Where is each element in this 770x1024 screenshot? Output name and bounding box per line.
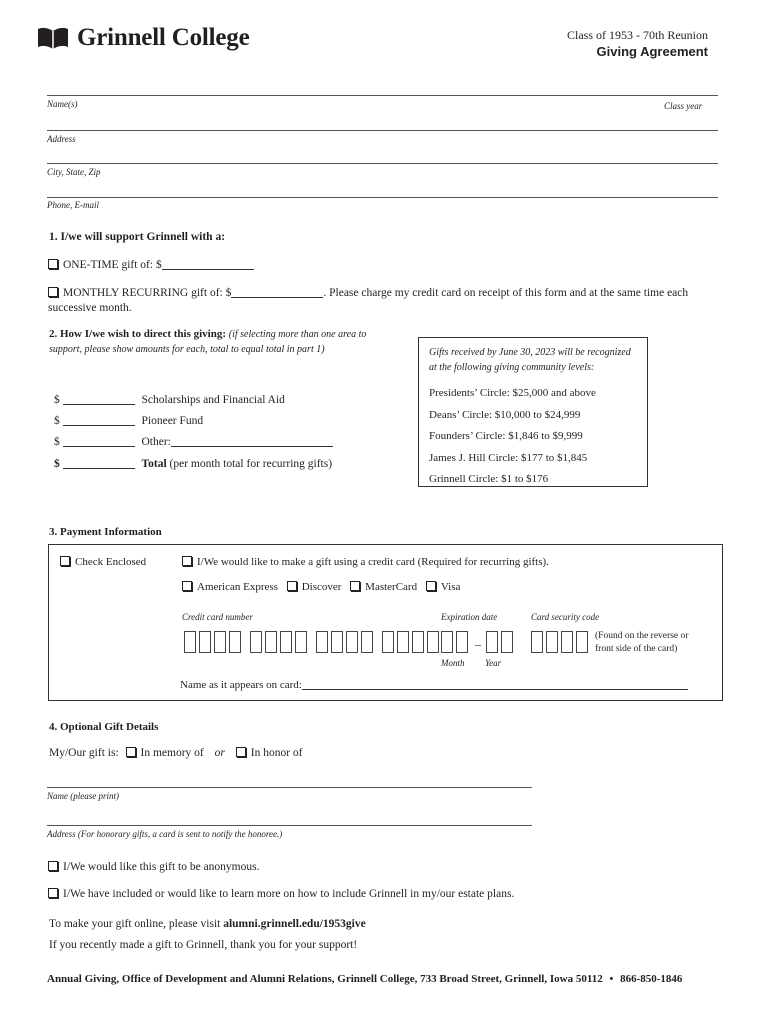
exp-date-label: Expiration date xyxy=(441,612,498,622)
year-label: Year xyxy=(485,658,502,668)
gift-is-label: My/Our gift is: xyxy=(49,747,119,759)
exp-separator: – xyxy=(475,637,481,651)
pioneer-label: Pioneer Fund xyxy=(141,415,204,427)
address-label: Address xyxy=(47,134,76,144)
gift-type-row xyxy=(49,747,302,759)
anonymous-checkbox[interactable] xyxy=(48,861,58,871)
anonymous-option[interactable] xyxy=(48,861,259,873)
section1-heading: 1. I/we will support Grinnell with a: xyxy=(49,231,226,243)
card-types xyxy=(182,581,460,593)
name-on-card-field[interactable] xyxy=(302,679,688,690)
circles-intro: Gifts received by June 30, 2023 will be recognized at the following giving community levels: xyxy=(429,347,631,373)
section4-heading: 4. Optional Gift Details xyxy=(49,721,159,733)
credit-card-label: I/We would like to make a gift using a credit card (Required for recurring gifts). xyxy=(197,556,549,568)
total-note: (per month total for recurring gifts) xyxy=(169,458,333,470)
honor-option[interactable]: In honor of xyxy=(236,747,303,759)
honoree-name-line[interactable] xyxy=(47,787,532,788)
page-title: Giving Agreement xyxy=(596,44,708,59)
estate-checkbox[interactable] xyxy=(48,888,58,898)
one-time-checkbox[interactable] xyxy=(48,259,58,269)
monthly-label: MONTHLY RECURRING gift of: $ xyxy=(63,287,232,299)
check-enclosed-option[interactable] xyxy=(60,556,146,568)
section2-heading: 2. How I/we wish to direct this giving: (if selecting more than one area to support, please show amounts for each, total to equal total in part 1) xyxy=(49,328,367,355)
month-label: Month xyxy=(441,658,465,668)
pioneer-amount[interactable] xyxy=(63,415,135,426)
estate-option[interactable] xyxy=(48,888,514,900)
footer-address: Annual Giving, Office of Development and Alumni Relations, Grinnell College, 733 Broad Street, Grinnell, Iowa 50112 xyxy=(47,973,603,985)
security-code-input[interactable] xyxy=(531,631,591,653)
cc-number-input[interactable] xyxy=(184,631,442,653)
grinnell-logo xyxy=(37,24,249,52)
visa-checkbox[interactable] xyxy=(426,581,436,591)
credit-card-option[interactable] xyxy=(182,556,549,568)
anonymous-label: I/We would like this gift to be anonymous. xyxy=(63,861,260,873)
mastercard-checkbox[interactable] xyxy=(350,581,360,591)
allocation-total[interactable]: $ Total (per month total for recurring gifts) xyxy=(54,458,333,470)
address-line[interactable] xyxy=(47,130,718,131)
circle-level: Founders’ Circle: $1,846 to $9,999 xyxy=(429,430,583,442)
footer xyxy=(47,973,682,985)
thank-you-text: If you recently made a gift to Grinnell, thank you for your support! xyxy=(49,939,358,951)
logo-text: Grinnell College xyxy=(77,24,250,51)
or-text: or xyxy=(214,747,225,759)
security-note: (Found on the reverse or front side of the card) xyxy=(595,631,689,654)
monthly-amount[interactable] xyxy=(231,287,323,298)
allocation-row[interactable]: $ Other: xyxy=(54,436,333,448)
city-line[interactable] xyxy=(47,163,718,164)
allocation-row[interactable]: $ Scholarships and Financial Aid xyxy=(54,394,285,406)
check-enclosed-checkbox[interactable] xyxy=(60,556,70,566)
circle-level: Grinnell Circle: $1 to $176 xyxy=(429,473,549,485)
section3-heading: 3. Payment Information xyxy=(49,526,162,538)
name-on-card-label: Name as it appears on card: xyxy=(180,679,302,691)
one-time-amount[interactable] xyxy=(162,259,254,270)
cc-number-label: Credit card number xyxy=(182,612,253,622)
online-gift-link[interactable]: alumni.grinnell.edu/1953give xyxy=(223,918,366,930)
discover-option[interactable]: Discover xyxy=(287,581,342,593)
other-label: Other: xyxy=(141,436,171,448)
book-icon xyxy=(37,26,69,50)
monthly-text-2: successive month. xyxy=(48,302,132,314)
security-code-label: Card security code xyxy=(531,612,600,622)
names-line[interactable] xyxy=(47,95,718,96)
one-time-label: ONE-TIME gift of: $ xyxy=(63,259,162,271)
circle-level: Deans’ Circle: $10,000 to $24,999 xyxy=(429,408,581,421)
memory-checkbox[interactable] xyxy=(126,747,136,757)
monthly-checkbox[interactable] xyxy=(48,287,58,297)
memory-option[interactable]: In memory of xyxy=(126,747,204,759)
amex-checkbox[interactable] xyxy=(182,581,192,591)
allocation-row[interactable]: $ Pioneer Fund xyxy=(54,415,204,427)
honoree-address-line[interactable] xyxy=(47,825,532,826)
visa-option[interactable]: Visa xyxy=(426,581,461,593)
online-gift-text: To make your gift online, please visit alumni.grinnell.edu/1953give xyxy=(49,918,366,930)
estate-label: I/We have included or would like to learn more on how to include Grinnell in my/our estate plans. xyxy=(63,888,515,900)
circle-levels xyxy=(429,383,596,491)
honoree-name-label: Name (please print) xyxy=(47,791,119,801)
names-label: Name(s) xyxy=(47,99,78,109)
giving-circles-box xyxy=(418,337,648,487)
footer-phone: 866-850-1846 xyxy=(620,973,683,985)
one-time-option[interactable] xyxy=(48,259,254,271)
class-year-label: Class year xyxy=(664,101,703,111)
total-amount[interactable] xyxy=(63,458,135,469)
total-label: Total xyxy=(141,458,167,470)
payment-box xyxy=(48,544,723,701)
scholarship-amount[interactable] xyxy=(63,394,135,405)
scholarship-label: Scholarships and Financial Aid xyxy=(141,394,285,406)
monthly-option[interactable] xyxy=(48,287,728,299)
check-enclosed-label: Check Enclosed xyxy=(75,556,147,568)
discover-checkbox[interactable] xyxy=(287,581,297,591)
phone-line[interactable] xyxy=(47,197,718,198)
other-amount[interactable] xyxy=(63,436,135,447)
other-field[interactable] xyxy=(171,436,333,447)
exp-year-input[interactable] xyxy=(486,631,516,653)
footer-bullet: • xyxy=(609,973,614,985)
honoree-address-label: Address (For honorary gifts, a card is sent to notify the honoree.) xyxy=(47,829,283,839)
circle-level: James J. Hill Circle: $177 to $1,845 xyxy=(429,451,588,464)
phone-label: Phone, E-mail xyxy=(47,200,99,210)
name-on-card[interactable] xyxy=(180,679,688,691)
amex-option[interactable]: American Express xyxy=(182,581,278,593)
reunion-subtitle: Class of 1953 - 70th Reunion xyxy=(567,28,708,42)
city-label: City, State, Zip xyxy=(47,167,101,177)
mastercard-option[interactable]: MasterCard xyxy=(350,581,417,593)
credit-card-checkbox[interactable] xyxy=(182,556,192,566)
circle-level: Presidents’ Circle: $25,000 and above xyxy=(429,387,596,399)
monthly-text: . Please charge my credit card on receipt of this form and at the same time each xyxy=(323,287,689,299)
honor-checkbox[interactable] xyxy=(236,747,246,757)
exp-month-input[interactable] xyxy=(441,631,471,653)
